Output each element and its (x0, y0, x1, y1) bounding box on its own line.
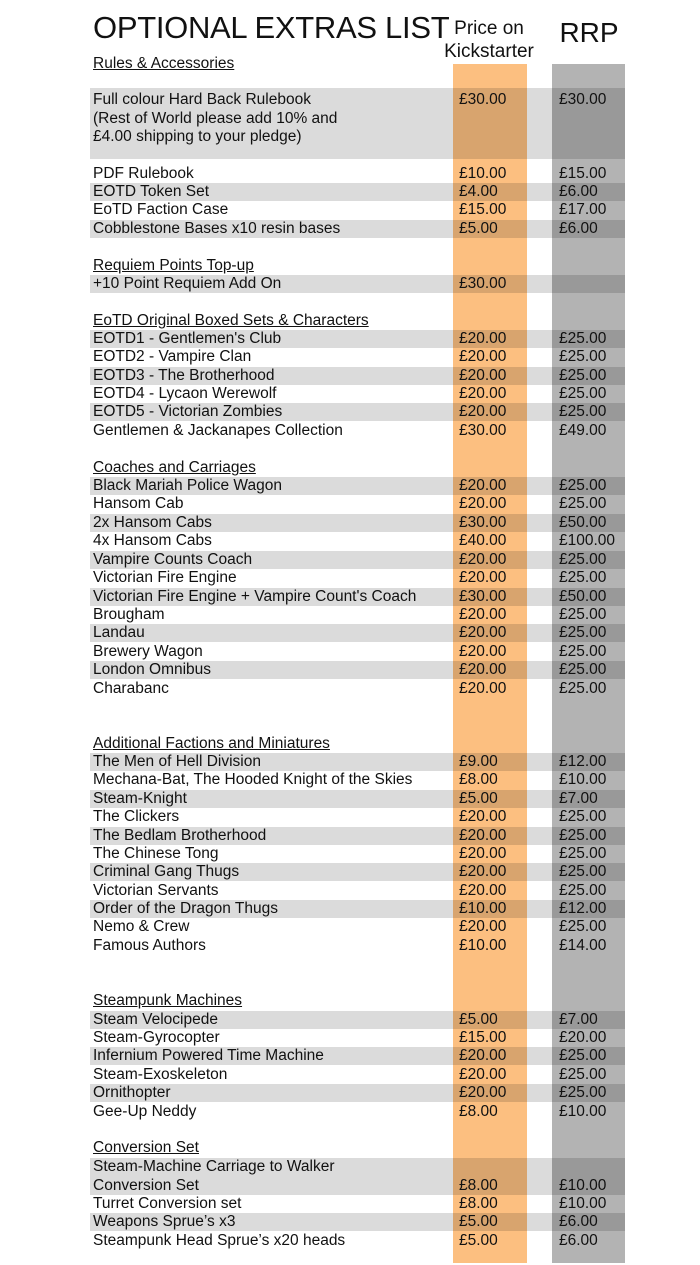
list-item (0, 1011, 700, 1029)
item-name: Cobblestone Bases x10 resin bases (93, 220, 341, 237)
item-name: Steam-Knight (93, 790, 187, 807)
rrp-price: £25.00 (559, 643, 607, 660)
list-item (0, 201, 700, 219)
kickstarter-price: £20.00 (459, 882, 507, 899)
list-item (0, 551, 700, 569)
item-name: EOTD5 - Victorian Zombies (93, 403, 283, 420)
kickstarter-price: £5.00 (459, 220, 498, 237)
rrp-price: £25.00 (559, 606, 607, 623)
list-item (0, 1029, 700, 1047)
list-item (0, 845, 700, 863)
item-name: The Bedlam Brotherhood (93, 827, 267, 844)
list-item (0, 900, 700, 918)
rrp-price: £25.00 (559, 863, 607, 880)
rrp-price: £10.00 (559, 1176, 607, 1194)
kickstarter-price: £5.00 (459, 1011, 498, 1028)
rrp-price: £20.00 (559, 1029, 607, 1046)
kickstarter-price: £20.00 (459, 348, 507, 365)
kickstarter-price: £5.00 (459, 1213, 498, 1230)
kickstarter-price: £20.00 (459, 1066, 507, 1083)
kickstarter-price: £15.00 (459, 1029, 507, 1046)
list-item (0, 330, 700, 348)
item-name: Steampunk Head Sprue’s x20 heads (93, 1232, 346, 1249)
list-item (0, 532, 700, 550)
rrp-price: £25.00 (559, 569, 607, 586)
rrp-price: £49.00 (559, 422, 607, 439)
item-name: The Men of Hell Division (93, 753, 261, 770)
section-heading-row (0, 312, 700, 330)
list-item (0, 790, 700, 808)
list-item (0, 495, 700, 513)
item-name: Brewery Wagon (93, 643, 203, 660)
item-name: 2x Hansom Cabs (93, 514, 212, 531)
item-name: Victorian Servants (93, 882, 219, 899)
rrp-price: £25.00 (559, 1047, 607, 1064)
section-heading: EoTD Original Boxed Sets & Characters (93, 312, 369, 329)
item-name: Mechana-Bat, The Hooded Knight of the Skies (93, 771, 413, 788)
rrp-price: £25.00 (559, 624, 607, 641)
list-item (0, 514, 700, 532)
item-name: Criminal Gang Thugs (93, 863, 240, 880)
kickstarter-price: £20.00 (459, 1047, 507, 1064)
item-name: The Chinese Tong (93, 845, 219, 862)
kickstarter-price: £20.00 (459, 551, 507, 568)
section-heading-row (0, 735, 700, 753)
item-name: Ornithopter (93, 1084, 171, 1101)
rrp-price: £25.00 (559, 845, 607, 862)
item-name: Hansom Cab (93, 495, 184, 512)
rrp-price: £25.00 (559, 1084, 607, 1101)
item-name: Landau (93, 624, 145, 641)
list-item (0, 1195, 700, 1213)
kickstarter-price: £10.00 (459, 900, 507, 917)
list-item (0, 477, 700, 495)
kickstarter-price: £20.00 (459, 680, 507, 697)
list-item (0, 661, 700, 679)
kickstarter-price: £20.00 (459, 1084, 507, 1101)
rrp-price: £17.00 (559, 201, 607, 218)
rrp-price: £14.00 (559, 937, 607, 954)
rrp-price: £25.00 (559, 661, 607, 678)
rrp-price: £25.00 (559, 495, 607, 512)
kickstarter-price: £20.00 (459, 495, 507, 512)
kickstarter-price: £20.00 (459, 918, 507, 935)
list-item (0, 827, 700, 845)
kickstarter-price: £20.00 (459, 827, 507, 844)
kickstarter-price: £20.00 (459, 385, 507, 402)
rrp-price: £15.00 (559, 165, 607, 182)
kickstarter-price: £15.00 (459, 201, 507, 218)
rrp-price: £6.00 (559, 1232, 598, 1249)
kickstarter-price: £8.00 (459, 1103, 498, 1120)
kickstarter-price: £5.00 (459, 790, 498, 807)
item-name: Steam-Gyrocopter (93, 1029, 220, 1046)
item-name: Steam-Exoskeleton (93, 1066, 228, 1083)
item-name: The Clickers (93, 808, 180, 825)
kickstarter-price: £10.00 (459, 165, 507, 182)
kickstarter-price: £8.00 (459, 1176, 498, 1194)
section-heading-row (0, 1139, 700, 1157)
rrp-price: £7.00 (559, 790, 598, 807)
rrp-price: £100.00 (559, 532, 616, 549)
section-heading-row (0, 257, 700, 275)
list-item (0, 1103, 700, 1121)
rrp-price: £50.00 (559, 588, 607, 605)
kickstarter-price: £20.00 (459, 845, 507, 862)
item-name: EOTD1 - Gentlemen's Club (93, 330, 282, 347)
item-name: Famous Authors (93, 937, 206, 954)
rrp-price: £25.00 (559, 827, 607, 844)
list-item (0, 385, 700, 403)
section-heading-row (0, 992, 700, 1010)
kickstarter-price: £20.00 (459, 367, 507, 384)
rrp-price: £50.00 (559, 514, 607, 531)
list-item (0, 220, 700, 238)
item-name: Steam-Machine Carriage to Walker Conversion Set (93, 1158, 335, 1194)
rrp-price: £25.00 (559, 330, 607, 347)
list-item (0, 680, 700, 698)
section-heading: Coaches and Carriages (93, 459, 256, 476)
item-name: Gee-Up Neddy (93, 1103, 197, 1120)
kickstarter-price: £4.00 (459, 183, 498, 200)
item-name: Nemo & Crew (93, 918, 190, 935)
item-name: EOTD Token Set (93, 183, 210, 200)
section-heading: Additional Factions and Miniatures (93, 735, 330, 752)
kickstarter-price: £30.00 (459, 422, 507, 439)
rrp-price: £25.00 (559, 1066, 607, 1083)
kickstarter-price: £40.00 (459, 532, 507, 549)
list-item (0, 771, 700, 789)
list-item (0, 275, 700, 293)
list-item (0, 88, 700, 159)
page-title: OPTIONAL EXTRAS LIST (93, 10, 450, 45)
list-item (0, 863, 700, 881)
rrp-price: £25.00 (559, 403, 607, 420)
list-item (0, 1158, 700, 1195)
kickstarter-price: £20.00 (459, 569, 507, 586)
kickstarter-price: £20.00 (459, 477, 507, 494)
list-item (0, 1047, 700, 1065)
list-item (0, 882, 700, 900)
list-item (0, 1084, 700, 1102)
item-name: Gentlemen & Jackanapes Collection (93, 422, 343, 439)
item-name: +10 Point Requiem Add On (93, 275, 282, 292)
item-name: EoTD Faction Case (93, 201, 229, 218)
rrp-price: £10.00 (559, 1103, 607, 1120)
rrp-price: £7.00 (559, 1011, 598, 1028)
list-item (0, 588, 700, 606)
kickstarter-price: £20.00 (459, 606, 507, 623)
item-name: PDF Rulebook (93, 165, 194, 182)
kickstarter-price: £8.00 (459, 771, 498, 788)
list-item (0, 606, 700, 624)
list-item (0, 753, 700, 771)
item-name: Order of the Dragon Thugs (93, 900, 278, 917)
kickstarter-price: £20.00 (459, 403, 507, 420)
rrp-price: £25.00 (559, 551, 607, 568)
rrp-price: £6.00 (559, 183, 598, 200)
kickstarter-price: £20.00 (459, 643, 507, 660)
rrp-price: £30.00 (559, 91, 607, 108)
rrp-price: £12.00 (559, 900, 607, 917)
kickstarter-price: £30.00 (459, 588, 507, 605)
list-item (0, 937, 700, 955)
list-item (0, 569, 700, 587)
section-heading-row (0, 459, 700, 477)
item-name: Weapons Sprue’s x3 (93, 1213, 236, 1230)
list-item (0, 643, 700, 661)
rrp-price: £25.00 (559, 808, 607, 825)
kickstarter-price: £5.00 (459, 1232, 498, 1249)
item-name: Infernium Powered Time Machine (93, 1047, 324, 1064)
kickstarter-price: £20.00 (459, 624, 507, 641)
list-item (0, 422, 700, 440)
section-heading: Conversion Set (93, 1139, 199, 1156)
kickstarter-price: £10.00 (459, 937, 507, 954)
list-item (0, 1066, 700, 1084)
kickstarter-price: £8.00 (459, 1195, 498, 1212)
item-name: Full colour Hard Back Rulebook (Rest of World please add 10% and £4.00 shipping to your pledge) (93, 91, 338, 145)
item-name: Brougham (93, 606, 165, 623)
section-heading: Rules & Accessories (93, 55, 235, 72)
kickstarter-price-column-header: Price on Kickstarter (444, 18, 534, 62)
kickstarter-price: £20.00 (459, 863, 507, 880)
list-item (0, 1213, 700, 1231)
rrp-price: £6.00 (559, 220, 598, 237)
list-item (0, 808, 700, 826)
rrp-price: £25.00 (559, 918, 607, 935)
item-name: Victorian Fire Engine + Vampire Count's Coach (93, 588, 417, 605)
list-item (0, 165, 700, 183)
section-heading: Requiem Points Top-up (93, 257, 254, 274)
item-name: Steam Velocipede (93, 1011, 218, 1028)
item-name: EOTD4 - Lycaon Werewolf (93, 385, 277, 402)
kickstarter-price: £20.00 (459, 330, 507, 347)
kickstarter-price: £30.00 (459, 275, 507, 292)
item-name: Victorian Fire Engine (93, 569, 237, 586)
item-name: Black Mariah Police Wagon (93, 477, 282, 494)
kickstarter-price: £20.00 (459, 808, 507, 825)
list-item (0, 918, 700, 936)
list-item (0, 348, 700, 366)
item-name: EOTD3 - The Brotherhood (93, 367, 275, 384)
list-item (0, 624, 700, 642)
list-item (0, 1232, 700, 1250)
list-item (0, 403, 700, 421)
item-name: 4x Hansom Cabs (93, 532, 212, 549)
item-name: Charabanc (93, 680, 169, 697)
rrp-price: £25.00 (559, 367, 607, 384)
rrp-price: £25.00 (559, 680, 607, 697)
rrp-price: £10.00 (559, 1195, 607, 1212)
kickstarter-price: £30.00 (459, 91, 507, 108)
rrp-price: £25.00 (559, 882, 607, 899)
kickstarter-price: £30.00 (459, 514, 507, 531)
list-item (0, 367, 700, 385)
rrp-price: £10.00 (559, 771, 607, 788)
list-item (0, 183, 700, 201)
rrp-price: £25.00 (559, 477, 607, 494)
section-heading-row (0, 55, 700, 73)
rrp-price: £6.00 (559, 1213, 598, 1230)
rrp-price: £25.00 (559, 348, 607, 365)
rrp-price: £12.00 (559, 753, 607, 770)
section-heading: Steampunk Machines (93, 992, 243, 1009)
item-name: London Omnibus (93, 661, 212, 678)
kickstarter-price: £20.00 (459, 661, 507, 678)
kickstarter-price: £9.00 (459, 753, 498, 770)
item-name: Turret Conversion set (93, 1195, 242, 1212)
item-name: EOTD2 - Vampire Clan (93, 348, 252, 365)
item-name: Vampire Counts Coach (93, 551, 253, 568)
rrp-price: £25.00 (559, 385, 607, 402)
rrp-column-header: RRP (559, 17, 619, 48)
